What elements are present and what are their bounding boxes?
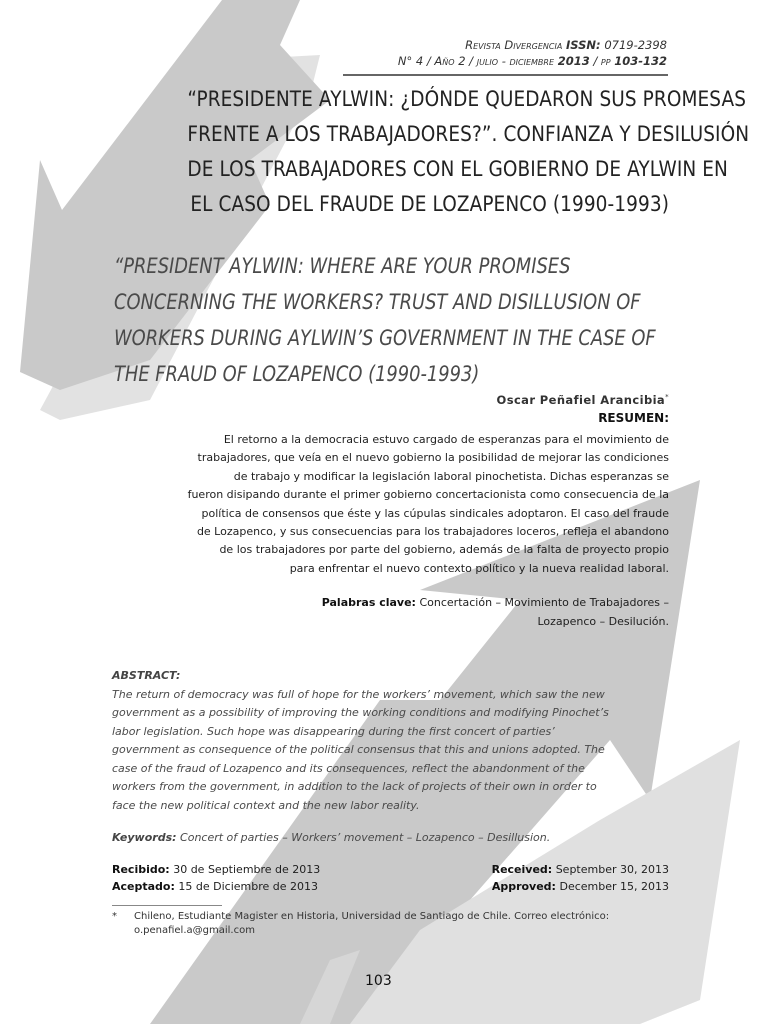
header-divider [343, 74, 668, 76]
resumen-line: de los trabajadores por parte del gobierno, además de la falta de proyecto propio [219, 543, 669, 557]
abstract-line: face the new political context and the new labor reality. [112, 798, 420, 812]
dates-spanish [112, 861, 320, 895]
title-en-line: “PRESIDENT AYLWIN: WHERE ARE YOUR PROMISES [114, 254, 571, 278]
recibido-date: 30 de Septiembre de 2013 [173, 863, 321, 876]
title-en-line: WORKERS DURING AYLWIN’S GOVERNMENT IN THE CASE OF [114, 326, 656, 350]
palabras-clave-line1: Concertación – Movimiento de Trabajadores – [419, 596, 669, 609]
footnote-mark: * [112, 911, 117, 922]
aceptado-label: Aceptado: [112, 880, 175, 893]
resumen-line: trabajadores, que veía en el nuevo gobierno la posibilidad de mejorar las condiciones [197, 451, 669, 465]
keywords-label: Keywords: [112, 831, 177, 844]
journal-header [398, 37, 667, 69]
abstract-section [112, 667, 672, 815]
abstract-line: government as consequence of the political consensus that this and unions adopted. The [112, 743, 605, 756]
footnote-text: Chileno, Estudiante Magister en Historia, Universidad de Santiago de Chile. Correo electrónico: [134, 911, 610, 922]
resumen-line: de trabajo y modificar la legislación laboral pinochetista. Dichas esperanzas se [233, 469, 669, 483]
palabras-clave [322, 594, 669, 631]
title-en-line: CONCERNING THE WORKERS? TRUST AND DISILLUSION OF [114, 290, 641, 314]
abstract-heading: ABSTRACT: [112, 669, 181, 682]
resumen-line: El retorno a la democracia estuvo cargado de esperanzas para el movimiento de [223, 433, 669, 446]
resumen-body [139, 431, 669, 578]
dates-english [492, 861, 669, 895]
approved-label: Approved: [491, 880, 556, 893]
footnote-email[interactable]: o.penafiel.a@gmail.com [134, 925, 255, 936]
title-spanish [187, 82, 750, 222]
palabras-clave-label: Palabras clave: [321, 596, 416, 609]
abstract-line: case of the fraud of Lozapenco and its consequences, reflect the abandonment of the [112, 761, 585, 775]
abstract-line: workers from the government, in addition to the lack of projects of their own in order to [112, 780, 597, 793]
issue-period: julio - diciembre [476, 54, 555, 68]
title-es-line: EL CASO DEL FRAUDE DE LOZAPENCO (1990-1993) [190, 192, 669, 217]
journal-name: Revista Divergencia [465, 38, 563, 52]
aceptado-date: 15 de Diciembre de 2013 [178, 880, 319, 893]
page-number: 103 [365, 973, 392, 989]
resumen-line: de Lozapenco, y sus consecuencias para los trabajadores loceros, refleja el abandono [196, 525, 669, 539]
approved-date: December 15, 2013 [559, 880, 669, 893]
footnote [112, 910, 609, 938]
title-english [114, 248, 658, 392]
keywords-text: Concert of parties – Workers’ movement – Lozapenco – Desillusion. [180, 831, 551, 844]
received-label: Received: [491, 863, 553, 876]
issn-value: 0719-2398 [604, 38, 667, 52]
author-name [497, 393, 669, 407]
received-date: September 30, 2013 [555, 863, 669, 876]
pages-label: pp [600, 54, 611, 68]
issue-year: Año 2 [434, 54, 466, 68]
journal-issn-line [398, 37, 667, 53]
palabras-clave-line2: Lozapenco – Desilución. [537, 614, 669, 628]
journal-issue-line: N° 4 / Año 2 / julio - diciembre 2013 / pp 103-132 [397, 54, 667, 68]
resumen-line: para enfrentar el nuevo contexto político y la nueva realidad laboral. [289, 561, 669, 575]
pages-range: 103-132 [614, 54, 667, 68]
resumen-line: fueron disipando durante el primer gobierno concertacionista como consecuencia de la [187, 488, 669, 502]
issn-label: ISSN: [565, 38, 601, 52]
keywords [112, 831, 550, 844]
title-en-line: THE FRAUD OF LOZAPENCO (1990-1993) [114, 362, 480, 386]
abstract-line: government as a possibility of improving the working conditions and modifying Pinochet’s [112, 706, 609, 719]
author-footnote-mark[interactable]: * [665, 393, 669, 402]
issue-number: N° 4 [397, 54, 424, 68]
abstract-line: The return of democracy was full of hope for the workers’ movement, which saw the new [112, 687, 605, 701]
resumen-heading: RESUMEN: [598, 411, 669, 425]
footnote-divider [112, 905, 222, 906]
issue-period-year: 2013 [557, 54, 590, 68]
author-name-text: Oscar Peñafiel Arancibia [496, 393, 666, 407]
abstract-line: labor legislation. Such hope was disappearing during the first concert of parties’ [112, 724, 555, 738]
resumen-line: política de consensos que éste y las cúpulas sindicales adoptaron. El caso del fraude [201, 506, 669, 520]
recibido-label: Recibido: [112, 863, 170, 876]
title-es-line: “PRESIDENTE AYLWIN: ¿DÓNDE QUEDARON SUS PROMESAS [187, 87, 747, 112]
title-es-line: FRENTE A LOS TRABAJADORES?”. CONFIANZA Y DESILUSIÓN [187, 122, 750, 147]
title-es-line: DE LOS TRABAJADORES CON EL GOBIERNO DE AYLWIN EN [187, 157, 728, 182]
